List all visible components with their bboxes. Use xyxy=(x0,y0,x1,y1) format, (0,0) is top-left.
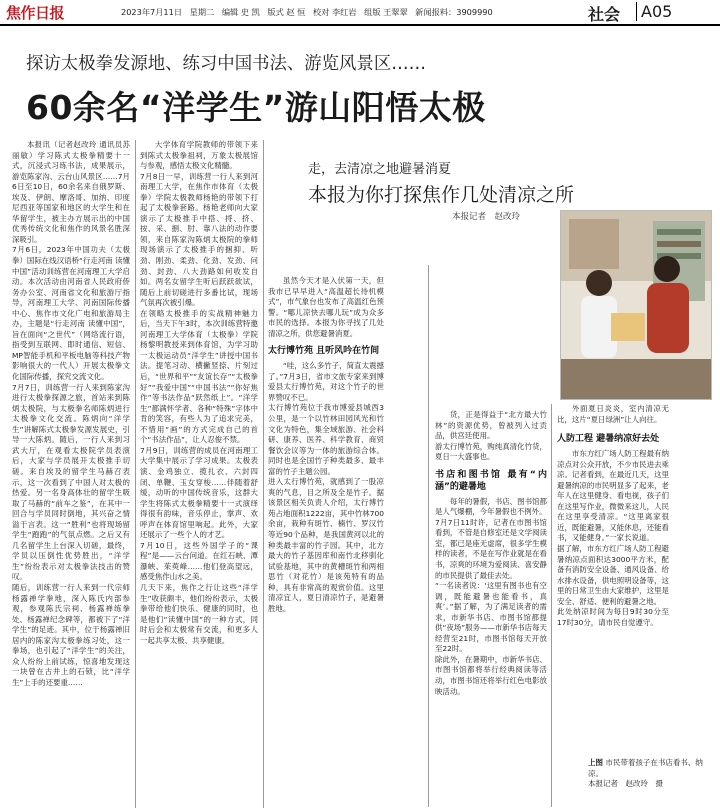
right-article-col4 xyxy=(435,265,547,807)
main-article-col1 xyxy=(12,140,130,808)
caption-label: 上图 xyxy=(588,758,603,767)
issue-group: 组版 王翠翠 xyxy=(364,7,408,17)
main-kicker: 探访太极拳发源地、练习中国书法、游览风景区…… xyxy=(26,54,426,74)
right-kicker: 走，去清凉之地避暑消夏 xyxy=(308,162,452,177)
column-rule xyxy=(135,140,136,808)
column-rule xyxy=(551,404,552,807)
right-byline: 本报记者 赵改玲 xyxy=(452,212,521,222)
subhead-bamboo-garden: 太行博竹苑 且听风吟在竹间 xyxy=(268,346,380,357)
issue-weekday: 星期二 xyxy=(189,7,215,17)
library-text: 每年的暑假，书店、图书馆都是人气爆棚，今年暑假也不例外。 7月7日11时许，记者在市图书馆看到，不管是自修室还是文学阅读室，都已是座无虚席，很多学生模样的读者，不是在写作业就是在看书，凉爽的环境为爱阅读、喜安静的市民提供了最佳去处。 “一名读者说：‘这里有图书也有空调，既能避暑也能看书，真爽’。”据了解，为了满足读者的需求，市新华书店、市图书馆都提供“夜场”服务——市新华书店每天经营至21时，市图书馆每天开放至22时。 除此外，在暑期中，市新华书店、市图书馆都将举行经典阅读等活动，市图书馆还将举行红色电影放映活动。 xyxy=(435,496,547,696)
main-col2-text: 大学体育学院教师的带领下来到陈式太极拳祖祠，万象太极展馆与参观，感悟太极文化精髓。 7月8日一早，训练营一行人来到河南理工大学，在焦作市体育（太极拳）学院太极教师杨艳的带领下打起了太极拳套路。杨艳老师向大家演示了太极推手中搭、捋、挤、按、采、捌、肘、靠八法的动作要领，来自陈家沟陈炳太极院的拳师现场演示了太极推手的捆抑、听劲、刚劲、柔劲、化劲、发劲、问劲、封劲、八大劲路如何收发自如。两名女留学生听后跃跃欲试，随后上前切磋进行多番比试，现场气氛再次被引爆。 在领略太极推手的实战精神魅力后，当天下午3时，本次训练营特邀河南理工大学体育（太极拳）学院杨黎明教授来到体育馆，为学习助一太极运动员“洋学生”讲授中国书法。提笔习动、横撇竖捺、片刻过后，“世界和平”“友谊长存”“太极拳好”“我爱中国”“中国书法”“你好焦作”等书法作品“跃然纸上”。“洋学生”都满怀学者、各种“特殊”字体中肯的笑容，有些人为了追求完美，不惜用“画”的方式完成自己的首个“书法作品”，让人忍俊不禁。 7月9日，训练营的成员在河南理工大学集中展示了学习成果。太极表演、金鸡独立、揽扎衣、六封四闭、单鞭、玉女穿梭……伴随着舒缓，动听的中国传统音乐，这群大学生将陈式太极拳精要十一式演绎得很有韵味，音乐停止，掌声、欢呼声在体育馆里响起。此外，大家还展示了一些个人的才艺。 7月10日，这些外国学子的“课程”是——云台问道。在红石峡、潭瀑峡、茱萸峰……他们登高望远，感受焦作山水之美。 几天下来，焦作之行让这些“洋学生”收获颇丰，他们纷纷表示，太极拳带给他们快乐、健康的同时，也是他们“读懂中国”的一种方式，同时后会和太极常有交流，和更多人一起共享太极、共享健康。 xyxy=(140,140,258,645)
photo-caption xyxy=(588,758,712,790)
issue-designer: 版式 赵 恒 xyxy=(267,7,306,17)
caption-text: 市民带着孩子在书店看书、纳凉。 xyxy=(588,758,703,778)
newspaper-logo: 焦作日报 xyxy=(6,4,65,22)
main-article-col2 xyxy=(140,140,258,810)
page-number: A05 xyxy=(636,2,672,21)
section-name: 社会 xyxy=(588,5,621,24)
photo-illustration xyxy=(561,211,711,399)
photo-bookstore-reading xyxy=(560,210,712,400)
column-rule xyxy=(428,265,429,807)
subhead-library: 书店和图书馆 最有“内涵”的避暑地 xyxy=(435,469,547,492)
news-hotline: 新闻报料：3909990 xyxy=(415,7,493,17)
civil-defense-text: 市东方红广场人防工程最有纳凉点对公众开放，不少市民进去乘凉。记者看到，在最近几天，这里避暑纳凉的市民明显多了起来，老年人在这里健身、看电视，孩子们在这里写作业，微微来这儿，人民在这里享受清凉。“这里离家很近，既能避暑，又能休息，还能看书，又能健身。”一家长说道。 据了解，市东方红广场人防工程避暑纳凉点面积达3000平方米，配备有消防安全设备、通风设备、给水排水设备，供电照明设备等，这里的日常卫生由大家维护，这里是安全、舒适、便利的避暑之地。 此处纳凉时间为每日9时30分至17时30分，请市民自觉遵守。 xyxy=(557,449,669,627)
bamboo-goods-text: 货，正是得益于“北方最大竹林”的资源优势，曾被列入过贡品，供宫廷使用。 游太行博竹苑，购纯真清化竹货，夏日一大盛事也。 xyxy=(435,410,547,462)
right-headline: 本报为你打探焦作几处清凉之所 xyxy=(308,184,575,206)
issue-editor: 编辑 史 凯 xyxy=(221,7,260,17)
main-headline: 60余名“洋学生”游山阳悟太极 xyxy=(26,88,486,127)
right-article-col5 xyxy=(557,404,669,807)
cool-indoor-text: 外面夏日炎炎，室内清凉无比，这片“夏日绿洲”让人向往。 xyxy=(557,404,669,424)
masthead xyxy=(0,0,720,26)
bamboo-garden-text: “哇，这么多竹子，简直太震撼了。”7月3日，省市文旅专家来到博爱县太行博竹苑，对这个竹子的世界赞叹不已。 太行博竹苑位于我市博爱县城西3公里，是一个以竹林田园风光和竹文化为特色，集全域旅游、社会科研、康养、医养、科学教育、商贸餐饮会议等为一体的旅游综合体。同时也是全国竹子种类最多、最丰富的竹子主题公园。 进入太行博竹苑，就感到了一股凉爽的气息，目之所及全是竹子。据该景区相关负责人介绍，太行博竹苑占地面积1222亩，其中竹林700余亩，栽种有斑竹、楠竹、罗汉竹等近90个品种，是我国黄河以北的种类最丰富的竹子园。其中，北方最大的竹子基因库和南竹北移驯化试验基地，其中的黄槽斑竹和两相思竹（对花竹）是该苑特有的品种，具有非常高的观赏价值。这里清凉宜人，夏日清凉竹子，是避暑胜地。 xyxy=(268,361,384,613)
issue-date: 2023年7月11日 xyxy=(121,7,183,17)
issue-meta xyxy=(121,7,498,18)
issue-proof: 校对 李红岩 xyxy=(312,7,357,17)
column-rule xyxy=(263,140,264,808)
right-article-col3 xyxy=(268,186,384,810)
caption-credit: 本报记者 赵改玲 摄 xyxy=(588,779,663,788)
subhead-civil-defense: 人防工程 避暑纳凉好去处 xyxy=(557,434,660,445)
right-intro: 虽然今天才是入伏第一天，但我市已早早进入“高温超长待机模式”，市气象台也发布了高温红色预警。“哪儿凉快去哪儿玩”成为众多市民的选择。本报为你寻找了几处清凉之所，供您避暑消夏。 xyxy=(268,276,384,338)
main-col1-text: 本报讯（记者赵改玲 通讯员苏丽敏）学习陈式太极拳精要十一式，沉浸式习练书法，成果展示，游览陈家沟、云台山风景区……7月6日至10日，60余名来自俄罗斯、埃及、伊朗、摩洛哥、加纳、印度尼西亚等国家和地区的大学生和在华留学生，被主办方展示出的中国优秀传统文化和焦作的风景名胜深深吸引。 7月6日，2023年中国功夫（太极拳）国际在线汉语桥“行走河南 读懂中国”活动训练营在河南理工大学启动。本次活动由河南省人民政府侨务办公室、河南省文化和旅游厅指导，河南理工大学、河南国际传播中心、焦作市文化广电和旅游局主办，主题是“行走河南 读懂中国”，旨在面向“之世代”（网络流行语，指受到互联网、即时通信、短信、MP智能手机和平板电脑等科技产物影响很大的一代人）开展太极拳文化国际传播，探究交流文化。 7月7日，训练营一行人来到陈家沟进行太极拳探源之旅，首站来到陈炳太极院，与太极拳名师陈炳进行太极拳文化交流。陈炳向“洋学生”讲解陈式太极拳发源发展史，引导一大陈炳。随后，一行人来到习武大厅，在观看太极院学员表演后，大家与学员展开太极推手切磋。来自埃及的留学生马赫召表示，这一次看到了中国人对太极的热爱。另一名身高体壮的留学生吸取了马赫的“前车之鉴”，在其中一回合与学员同时倒地，其兴奋之情溢于言表。这一“胜利”也将现场留学生“跑跑”的气氛点燃。之后又有几名留学生上台深入切磋，最终，学员以压倒性优势胜出，“洋学生”纷纷表示对太极拳法技击的赞叹。 随后，训练营一行人来到一代宗师杨露禅学拳地，深入陈氏内部参观，参观陈氏宗祠、杨露禅练拳处、杨露禅纪念碑等，都被下了“洋学生”的足迹。其中，位于杨露禅旧居内的陈家沟太极拳练习处，这一拳场，也引起了“洋学生”的关注，众人纷纷上前试练，惊喜地发现这一块曾在古井上的石锁，比“洋学生”上手的还要重…… xyxy=(12,140,130,687)
